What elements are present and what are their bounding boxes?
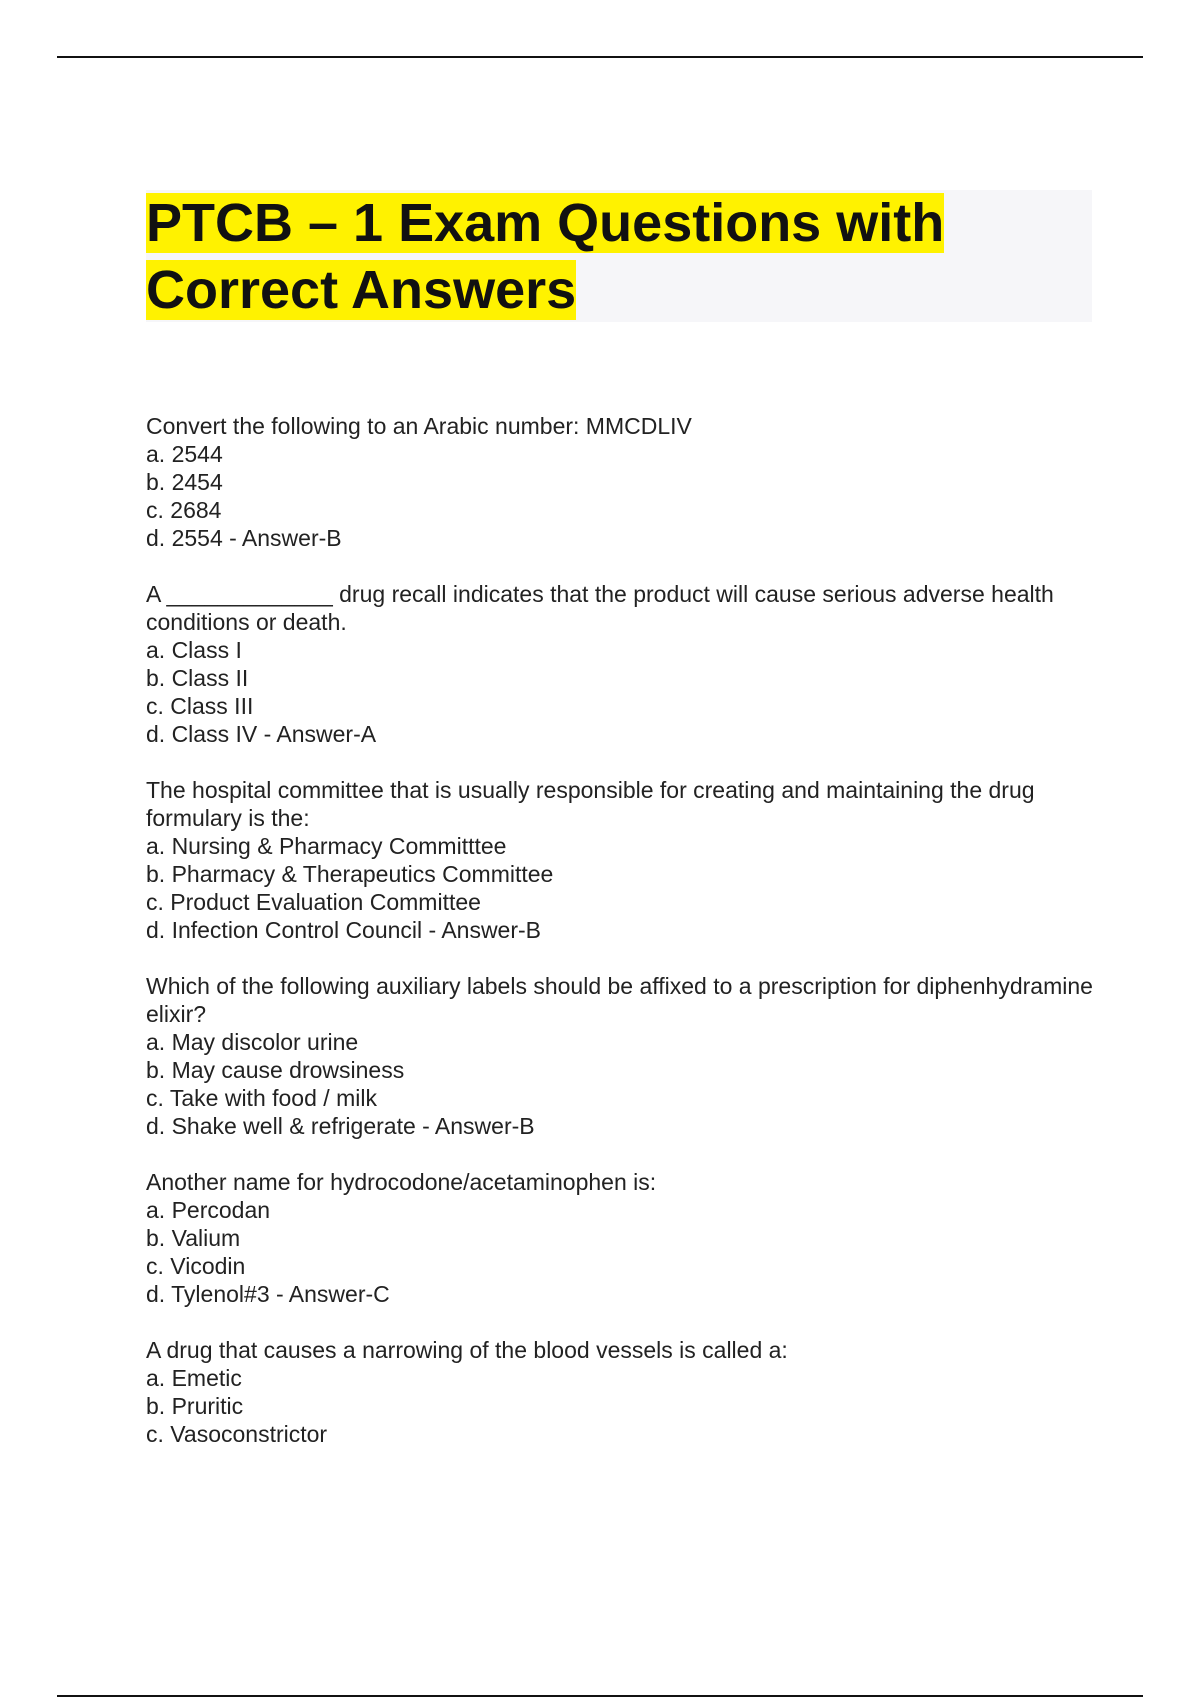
question-text: Another name for hydrocodone/acetaminophen is: [146,1169,657,1195]
answer-option: c. Product Evaluation Committee [146,889,481,915]
question-item [146,412,1106,552]
title-line-2: Correct Answers [146,260,577,320]
answer-option: b. Valium [146,1225,241,1251]
bottom-rule [57,1695,1143,1697]
title-block [146,190,1092,322]
question-item [146,580,1106,748]
answer-option: c. Take with food / milk [146,1085,377,1111]
answer-option: d. Infection Control Council - Answer-B [146,917,542,943]
answer-option: a. 2544 [146,441,223,467]
answer-option: b. Pharmacy & Therapeutics Committee [146,861,554,887]
answer-option: d. 2554 - Answer-B [146,525,342,551]
question-text: Which of the following auxiliary labels should be affixed to a prescription for diphenhydramine elixir? [146,973,1093,1027]
answer-option: a. Percodan [146,1197,271,1223]
question-text: The hospital committee that is usually responsible for creating and maintaining the drug formulary is the: [146,777,1035,831]
title-line-1: PTCB – 1 Exam Questions with [146,193,945,253]
answer-option: c. 2684 [146,497,222,523]
top-rule [57,56,1143,58]
question-text: A _____________ drug recall indicates that the product will cause serious adverse health conditions or death. [146,581,1054,635]
answer-option: b. 2454 [146,469,223,495]
question-text: Convert the following to an Arabic number: MMCDLIV [146,413,692,439]
question-item [146,1336,1106,1448]
answer-option: a. Class I [146,637,242,663]
answer-option: c. Vasoconstrictor [146,1421,328,1447]
answer-option: d. Shake well & refrigerate - Answer-B [146,1113,535,1139]
page-title [146,190,1092,324]
answer-option: a. Nursing & Pharmacy Committtee [146,833,507,859]
question-text: A drug that causes a narrowing of the blood vessels is called a: [146,1337,788,1363]
answer-option: a. Emetic [146,1365,242,1391]
answer-option: a. May discolor urine [146,1029,359,1055]
answer-option: b. Class II [146,665,249,691]
question-item [146,1168,1106,1308]
answer-option: b. May cause drowsiness [146,1057,405,1083]
answer-option: b. Pruritic [146,1393,244,1419]
question-item [146,776,1106,944]
question-list [146,412,1106,1476]
answer-option: d. Class IV - Answer-A [146,721,377,747]
answer-option: c. Vicodin [146,1253,246,1279]
question-item [146,972,1106,1140]
answer-option: c. Class III [146,693,254,719]
answer-option: d. Tylenol#3 - Answer-C [146,1281,390,1307]
